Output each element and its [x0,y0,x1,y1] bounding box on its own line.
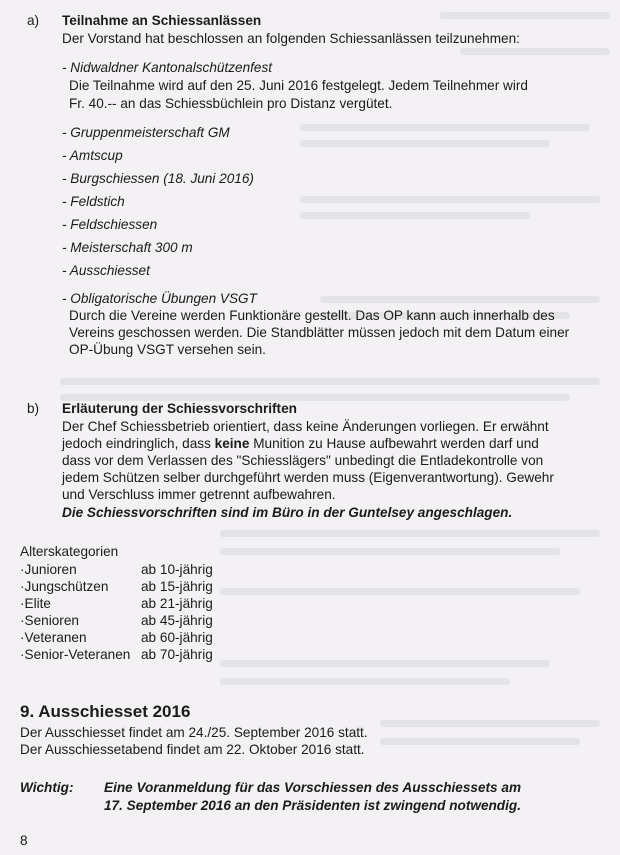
page-number: 8 [20,833,28,848]
kantonal-text-line: Fr. 40.-- an das Schiessbüchlein pro Distanz vergütet. [69,96,393,111]
section-a-letter: a) [27,13,40,28]
wichtig-label: Wichtig: [20,780,74,795]
obligatorisch-text-line: OP-Übung VSGT versehen sein. [69,342,266,357]
category-name: ·Senior-Veteranen [20,647,131,662]
section-b-note: Die Schiessvorschriften sind im Büro in der Guntelsey angeschlagen. [62,505,513,520]
obligatorisch-text-line: Vereins geschossen werden. Die Standblätter müssen jedoch mit dem Datum einer [69,325,570,340]
section-b-line [62,435,539,452]
wichtig-text: Eine Voranmeldung für das Vorschiessen des Ausschiessets am [104,780,522,795]
list-item: - Ausschiesset [62,263,150,278]
list-item: - Obligatorische Übungen VSGT [62,291,257,306]
emphasis-keine: keine [214,436,250,451]
category-age: ab 15-jährig [141,579,213,594]
section-b-letter: b) [27,401,40,416]
category-name: ·Veteranen [20,630,87,645]
section-b-line: dass vor dem Verlassen des "Schiesslägers" unbedingt die Entladekontrolle von [62,453,544,468]
section-a-intro: Der Vorstand hat beschlossen an folgenden Schiessanlässen teilzunehmen: [62,31,520,46]
category-age: ab 70-jährig [141,647,213,662]
list-item: - Amtscup [62,148,123,163]
section-b-line: jedem Schützen selber durchgeführt werden muss (Eigenverantwortung). Gewehr [62,470,554,485]
kantonal-text-line: Die Teilnahme wird auf den 25. Juni 2016 festgelegt. Jedem Teilnehmer wird [69,78,528,93]
wichtig-text: 17. September 2016 an den Präsidenten ist zwingend notwendig. [104,798,521,813]
category-name: ·Jungschützen [20,579,109,594]
category-name: ·Senioren [20,613,79,628]
category-name: ·Elite [20,596,51,611]
list-item: - Gruppenmeisterschaft GM [62,125,230,140]
ausschiesset-line: Der Ausschiesset findet am 24./25. September 2016 statt. [20,725,368,740]
category-age: ab 10-jährig [141,562,213,577]
category-age: ab 45-jährig [141,613,213,628]
category-name: ·Junioren [20,562,77,577]
section-b-line: und Verschluss immer getrennt aufbewahren. [62,487,336,502]
section-b-text: jedoch eindringlich, dass [62,436,215,451]
category-age: ab 60-jährig [141,630,213,645]
ausschiesset-line: Der Ausschiessetabend findet am 22. Oktober 2016 statt. [20,742,365,757]
list-item: - Nidwaldner Kantonalschützenfest [62,60,273,75]
section-b-heading: Erläuterung der Schiessvorschriften [62,401,297,416]
section-b-line: Der Chef Schiessbetrieb orientiert, dass keine Änderungen vorliegen. Er erwähnt [62,419,549,434]
list-item: - Burgschiessen (18. Juni 2016) [62,171,254,186]
category-age: ab 21-jährig [141,596,213,611]
section-a-heading: Teilnahme an Schiessanlässen [62,13,262,28]
list-item: - Meisterschaft 300 m [62,240,193,255]
alterskategorien-title: Alterskategorien [20,544,119,559]
list-item: - Feldstich [62,194,125,209]
section-b-text: Munition zu Hause aufbewahrt werden darf und [249,436,539,451]
list-item: - Feldschiessen [62,217,158,232]
ausschiesset-heading: 9. Ausschiesset 2016 [20,702,191,721]
obligatorisch-text-line: Durch die Vereine werden Funktionäre gestellt. Das OP kann auch innerhalb des [69,308,555,323]
